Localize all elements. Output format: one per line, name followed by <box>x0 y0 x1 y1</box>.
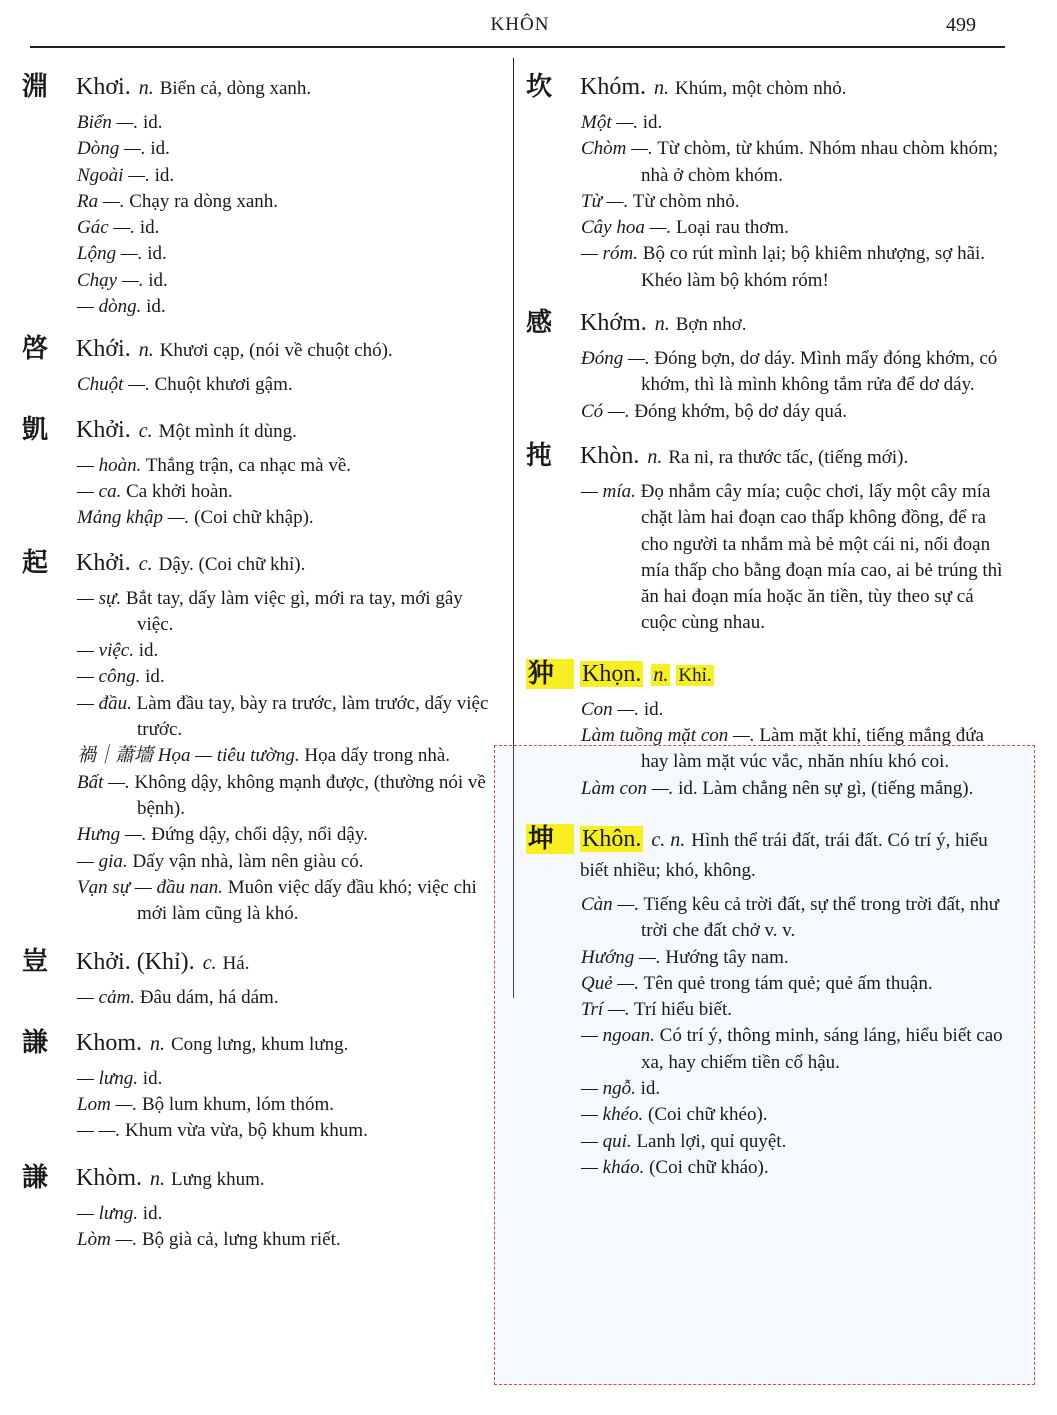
sub-gloss: Bộ lum khum, lóm thóm. <box>137 1094 335 1116</box>
page-number: 499 <box>946 14 976 36</box>
headword: Khởi. <box>76 549 131 576</box>
headword-line <box>526 659 1006 691</box>
sub-term: Càn —. <box>581 893 640 915</box>
part-of-speech: c. <box>202 952 217 975</box>
han-character: 起 <box>22 547 49 578</box>
sub-entry <box>77 586 502 639</box>
sub-gloss: id. <box>635 1078 661 1100</box>
sub-entry <box>581 1102 1006 1128</box>
sub-term: — lưng. <box>77 1202 139 1224</box>
han-character: 扽 <box>526 440 553 471</box>
sub-term: 禍｜蕭墻 Họa — tiêu tường. <box>77 745 300 767</box>
sub-entry <box>581 723 1006 776</box>
sub-entry <box>77 875 502 928</box>
headword: Khòn. <box>580 442 640 469</box>
sub-gloss: Đóng khớm, bộ dơ dáy quá. <box>629 400 848 422</box>
sub-entry <box>581 1076 1006 1102</box>
sub-term: Một —. <box>581 112 638 133</box>
headword-line <box>22 947 502 979</box>
sub-gloss: id. <box>141 296 166 318</box>
sub-term: Đóng —. <box>581 348 650 370</box>
sub-term: Làm tuồng mặt con —. <box>581 725 755 747</box>
headword: Khởi. (Khỉ). <box>76 949 195 976</box>
sub-gloss: Họa dấy trong nhà. <box>299 745 451 767</box>
definition: Há. <box>222 953 250 975</box>
sub-gloss: Đứng dậy, chổi dậy, nổi dậy. <box>146 824 368 846</box>
sub-term: Biển —. <box>77 112 139 133</box>
sub-term: Quẻ —. <box>581 972 640 994</box>
sub-term: Hưng —. <box>77 824 147 846</box>
sub-entry <box>77 1118 502 1144</box>
sub-term: Lộng —. <box>77 243 143 265</box>
sub-entry <box>77 743 502 769</box>
sub-term: — khéo. <box>581 1104 644 1126</box>
sub-entry <box>77 1092 502 1118</box>
sub-entry <box>77 822 502 848</box>
sub-gloss: id. <box>145 138 170 160</box>
definition: Lưng khum. <box>171 1168 265 1190</box>
sub-gloss: id. <box>133 640 159 662</box>
sub-gloss: Hướng tây nam. <box>660 946 789 968</box>
sub-term: Lòm —. <box>77 1228 138 1250</box>
sub-term: Lom —. <box>77 1094 138 1116</box>
sub-gloss: id. <box>638 112 663 133</box>
left-column <box>22 72 502 1253</box>
sub-gloss: id. <box>140 666 165 688</box>
sub-term: — ngoan. <box>581 1025 655 1047</box>
sub-entry <box>77 268 502 294</box>
sub-gloss: Trí hiểu biết. <box>629 999 732 1021</box>
sub-entry <box>77 372 502 398</box>
sub-gloss: id. <box>135 217 160 239</box>
sub-term: — việc. <box>77 640 134 662</box>
sub-gloss: Không dậy, không mạnh được, (thường nói về bệnh). <box>129 771 486 819</box>
sub-gloss: Bộ già cả, lưng khum riết. <box>137 1228 341 1250</box>
sub-gloss: Từ chòm nhỏ. <box>628 190 740 212</box>
sub-entry <box>77 163 502 189</box>
sub-gloss: Loại rau thơm. <box>671 217 789 239</box>
dictionary-entry <box>22 72 502 320</box>
headword-line <box>526 824 1006 886</box>
definition: Khươi cạp, (nói về chuột chó). <box>159 340 393 362</box>
sub-term: Ngoài —. <box>77 164 150 186</box>
han-character: 凱 <box>22 414 49 445</box>
sub-gloss: Chạy ra dòng xanh. <box>124 190 279 212</box>
sub-entry <box>581 399 1006 425</box>
part-of-speech: c. <box>138 552 153 575</box>
sub-term: — đầu. <box>77 692 132 714</box>
sub-term: Có —. <box>581 400 630 422</box>
dictionary-entry <box>526 824 1006 1181</box>
headword-line <box>22 1028 502 1060</box>
headword: Khơi. <box>76 74 131 100</box>
sub-term: Dòng —. <box>77 138 146 160</box>
sub-term: Con —. <box>581 698 640 720</box>
sub-entry <box>77 638 502 664</box>
definition: Bợn nhơ. <box>675 314 747 336</box>
part-of-speech: n. <box>150 1032 165 1055</box>
sub-entry <box>581 945 1006 971</box>
han-character: 謙 <box>22 1162 49 1193</box>
dictionary-entry <box>22 1028 502 1145</box>
sub-term: — công. <box>77 666 141 688</box>
sub-gloss: Đâu dám, há dám. <box>135 987 279 1009</box>
sub-term: Chòm —. <box>581 138 653 160</box>
sub-entry <box>581 1155 1006 1181</box>
dictionary-entry <box>526 72 1006 294</box>
dictionary-entry <box>22 415 502 532</box>
sub-entry <box>581 110 1006 136</box>
sub-entry <box>581 241 1006 294</box>
sub-gloss: Lanh lợi, quỉ quyệt. <box>631 1130 787 1152</box>
sub-term: — kháo. <box>581 1156 645 1178</box>
sub-gloss: Bắt tay, dấy làm việc gì, mới ra tay, mới gây việc. <box>121 587 463 635</box>
sub-gloss: Bộ co rút mình lại; bộ khiêm nhượng, sợ hãi. Khéo làm bộ khóm róm! <box>638 243 986 291</box>
sub-term: Chạy —. <box>77 269 144 291</box>
sub-gloss: Khum vừa vừa, bộ khum khum. <box>120 1120 368 1142</box>
han-character: 啓 <box>22 334 49 365</box>
sub-gloss: id. <box>142 243 167 265</box>
sub-gloss: id. <box>138 1202 163 1224</box>
definition: Cong lưng, khum lưng. <box>171 1033 349 1055</box>
headword: Khới. <box>76 336 131 363</box>
han-character: 淵 <box>22 72 49 102</box>
sub-entry <box>581 997 1006 1023</box>
sub-entry <box>581 346 1006 399</box>
sub-term: Mảng khập —. <box>77 507 190 529</box>
running-head: KHÔN <box>490 14 550 35</box>
sub-entry <box>77 241 502 267</box>
sub-term: — ngỗ. <box>581 1078 636 1100</box>
sub-gloss: Có trí ý, thông minh, sáng láng, hiểu biết cao xa, hay chiếm tiền cố hậu. <box>641 1025 1003 1073</box>
han-character: 謙 <box>22 1027 49 1058</box>
headword-line <box>526 441 1006 473</box>
sub-entry <box>77 453 502 479</box>
sub-entry <box>581 892 1006 945</box>
headword: Khởi. <box>76 416 131 443</box>
sub-term: Làm con —. <box>581 777 674 799</box>
dictionary-entry <box>22 548 502 928</box>
sub-entry <box>581 1129 1006 1155</box>
headword: Khọn. <box>582 660 642 687</box>
headword-line <box>22 415 502 447</box>
part-of-speech: c. n. <box>651 828 686 851</box>
sub-term: Bất —. <box>77 771 130 793</box>
sub-term: — mía. <box>581 480 636 502</box>
sub-gloss: id. <box>138 112 163 133</box>
headword: Khòm. <box>76 1164 142 1191</box>
sub-gloss: Chuột khươi gậm. <box>149 374 293 396</box>
sub-gloss: id. Làm chẳng nên sự gì, (tiếng mắng). <box>673 777 974 799</box>
headword-line <box>22 548 502 580</box>
definition: Khỉ. <box>678 664 712 686</box>
sub-gloss: Làm đầu tay, bày ra trước, làm trước, dấy việc trước. <box>131 692 489 741</box>
dictionary-entry <box>526 441 1006 637</box>
sub-gloss: Thắng trận, ca nhạc mà về. <box>141 454 352 476</box>
part-of-speech: n. <box>138 77 154 99</box>
sub-gloss: id. <box>138 1067 163 1089</box>
sub-entry <box>77 691 502 744</box>
headword: Khom. <box>76 1029 142 1056</box>
sub-gloss: (Coi chữ kháo). <box>644 1156 769 1178</box>
headword: Khóm. <box>580 74 646 100</box>
sub-entry <box>77 479 502 505</box>
dictionary-entry <box>22 334 502 398</box>
sub-entry <box>77 110 502 136</box>
right-column <box>526 72 1006 1181</box>
sub-entry <box>77 1201 502 1227</box>
sub-entry <box>581 1023 1006 1076</box>
part-of-speech: n. <box>150 1167 165 1190</box>
sub-entry <box>581 971 1006 997</box>
definition: Dậy. (Coi chữ khỉ). <box>158 553 306 575</box>
sub-term: Từ —. <box>581 190 629 212</box>
sub-term: — gia. <box>77 850 128 872</box>
definition: Hình thể trái đất, trái đất. Có trí ý, hiểu biết nhiều; khó, không. <box>580 829 988 881</box>
dictionary-entry <box>22 947 502 1011</box>
sub-gloss: Đọ nhắm cây mía; cuộc chơi, lấy một cây mía chặt làm hai đoạn cao thấp không đồng, để ra cho người ta nhắm mà bẻ một cái ni, nối đoạn mía thấp cho bằng đoạn mía cao, ai bẻ trúng thì ăn hai đoạn mía hoặc ăn tiền, tùy theo sự cá cuộc cùng nhau. <box>635 480 1003 634</box>
sub-gloss: Làm mặt khỉ, tiếng mắng đứa hay làm mặt vúc vắc, nhăn nhíu khó coi. <box>641 725 984 773</box>
han-character: 狆 <box>526 659 574 689</box>
sub-entry <box>77 985 502 1011</box>
dictionary-entry <box>526 659 1006 802</box>
sub-gloss: (Coi chữ khéo). <box>643 1104 768 1126</box>
sub-gloss: id. <box>639 698 664 720</box>
dictionary-entry <box>22 1163 502 1254</box>
sub-term: — ca. <box>77 480 122 502</box>
definition: Một mình ít dùng. <box>158 420 297 442</box>
han-character: 坎 <box>526 72 553 102</box>
definition: Biển cả, dòng xanh. <box>159 78 312 99</box>
sub-term: Gác —. <box>77 217 136 239</box>
sub-gloss: (Coi chữ khập). <box>189 507 314 529</box>
dictionary-entry <box>526 308 1006 425</box>
part-of-speech: c. <box>138 419 153 442</box>
sub-term: — hoàn. <box>77 454 142 476</box>
headword-line <box>22 72 502 104</box>
sub-term: Trí —. <box>581 999 630 1021</box>
sub-entry <box>77 189 502 215</box>
headword-line <box>22 334 502 366</box>
sub-entry <box>581 136 1006 189</box>
sub-entry <box>77 136 502 162</box>
sub-term: Hướng —. <box>581 946 661 968</box>
sub-entry <box>77 1066 502 1092</box>
definition: Ra ni, ra thước tấc, (tiếng mới). <box>668 446 909 468</box>
sub-gloss: id. <box>143 269 168 291</box>
han-character: 坤 <box>526 824 574 854</box>
header-rule <box>30 46 1005 48</box>
sub-entry <box>581 215 1006 241</box>
sub-term: — róm. <box>581 243 639 265</box>
sub-gloss: Tên quẻ trong tám quẻ; quẻ ấm thuận. <box>639 972 933 994</box>
sub-entry <box>77 294 502 320</box>
sub-entry <box>77 215 502 241</box>
headword-line <box>526 308 1006 340</box>
sub-term: — dòng. <box>77 296 142 318</box>
sub-term: Vạn sự — đầu nan. <box>77 876 224 898</box>
sub-term: Chuột —. <box>77 374 150 396</box>
sub-term: Ra —. <box>77 190 125 212</box>
sub-entry <box>77 505 502 531</box>
part-of-speech: n. <box>647 445 663 468</box>
sub-gloss: Từ chòm, từ khúm. Nhóm nhau chòm khóm; nhà ở chòm khóm. <box>641 138 999 186</box>
part-of-speech: n. <box>654 313 670 336</box>
sub-term: — —. <box>77 1120 121 1142</box>
sub-entry <box>77 849 502 875</box>
headword: Khớm. <box>580 310 647 337</box>
han-character: 感 <box>526 308 553 339</box>
sub-gloss: Tiếng kêu cả trời đất, sự thể trong trời đất, như trời che đất chở v. v. <box>639 893 1000 942</box>
definition: Khúm, một chòm nhỏ. <box>675 78 847 99</box>
sub-entry <box>77 770 502 823</box>
headword-line <box>526 72 1006 104</box>
sub-term: — cảm. <box>77 987 136 1009</box>
sub-term: — qui. <box>581 1130 632 1152</box>
sub-gloss: Ca khởi hoàn. <box>121 480 233 502</box>
sub-term: — sự. <box>77 587 122 609</box>
sub-gloss: Đóng bợn, dơ dáy. Mình mẩy đóng khớm, có khớm, thì là mình không tắm rửa để dơ dáy. <box>641 348 998 396</box>
sub-entry <box>77 1227 502 1253</box>
sub-term: Cây hoa —. <box>581 217 672 239</box>
sub-gloss: id. <box>149 164 175 186</box>
sub-entry <box>581 189 1006 215</box>
sub-term: — lưng. <box>77 1067 139 1089</box>
sub-gloss: Muôn việc dấy đầu khó; việc chi mới làm cũng là khó. <box>137 876 477 925</box>
headword-line <box>22 1163 502 1195</box>
part-of-speech: n. <box>654 77 669 99</box>
sub-entry <box>581 479 1006 637</box>
han-character: 豈 <box>22 947 49 978</box>
part-of-speech: n. <box>653 663 669 686</box>
sub-entry <box>581 697 1006 723</box>
sub-entry <box>77 664 502 690</box>
sub-entry <box>581 776 1006 802</box>
part-of-speech: n. <box>138 339 154 362</box>
headword: Khôn. <box>582 825 642 852</box>
sub-gloss: Dấy vận nhà, làm nên giàu có. <box>127 850 364 872</box>
